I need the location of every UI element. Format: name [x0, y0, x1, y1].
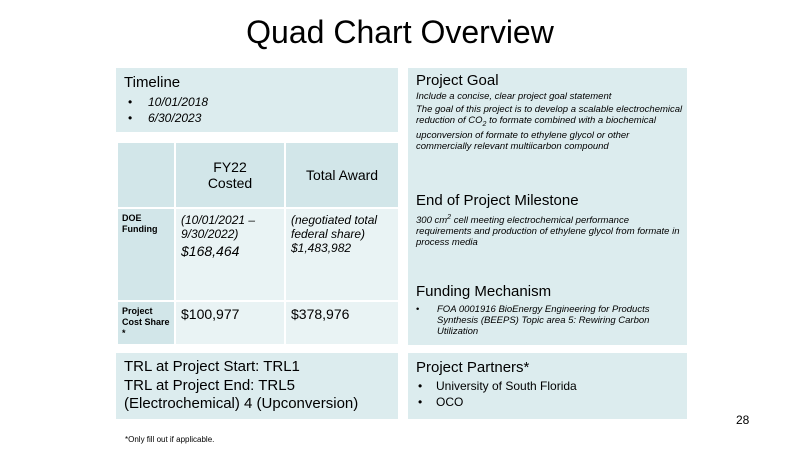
- footnote: *Only fill out if applicable.: [125, 435, 215, 444]
- partners-panel: [408, 353, 687, 419]
- funding-mechanism-item: • FOA 0001916 BioEnergy Engineering for Products Synthesis (BEEPS) Topic area 5: Rewiring Carbon Utilization: [410, 304, 680, 337]
- doe-fy22-amount: $168,464: [181, 243, 240, 259]
- cost-share-fy22: $100,977: [175, 301, 285, 345]
- cost-share-total: $378,976: [285, 301, 399, 345]
- timeline-end-date: • 6/30/2023: [122, 110, 208, 126]
- doe-total-cell: [285, 208, 399, 301]
- slide-title: Quad Chart Overview: [246, 14, 554, 50]
- doe-fy22-cell: [175, 208, 285, 301]
- col-header-total-award: Total Award: [285, 142, 399, 208]
- milestone-heading: End of Project Milestone: [416, 192, 579, 209]
- page-number: 28: [736, 413, 750, 427]
- trl-panel: [116, 353, 398, 419]
- timeline-list: [122, 94, 208, 126]
- project-goal-instruction: Include a concise, clear project goal statement: [416, 91, 612, 102]
- doe-total-amount: $1,483,982: [291, 241, 352, 255]
- trl-end: TRL at Project End: TRL5 (Electrochemical) 4 (Upconversion): [124, 377, 359, 412]
- doe-fy22-period: (10/01/2021 – 9/30/2022): [181, 213, 256, 241]
- table-header-row: [117, 142, 399, 208]
- partner-item: • OCO: [412, 394, 577, 410]
- timeline-panel: [116, 68, 398, 132]
- table-corner-cell: [117, 142, 175, 208]
- row-label-cost-share: Project Cost Share *: [117, 301, 175, 345]
- trl-start: TRL at Project Start: TRL1: [124, 358, 300, 375]
- partners-heading: Project Partners*: [416, 359, 530, 376]
- project-goal-text: The goal of this project is to develop a scalable electrochemical reduction of $CO_2$ to formate combined with a biochemical upconversion of formate to ethylene glycol or other commercially relevant multiicarbon compound: [416, 104, 683, 152]
- doe-total-note: (negotiated total federal share): [291, 213, 378, 241]
- row-label-doe-funding: DOE Funding: [117, 208, 175, 301]
- table-row-cost-share: [117, 301, 399, 345]
- funding-mechanism-heading: Funding Mechanism: [416, 283, 552, 300]
- project-goal-heading: Project Goal: [416, 72, 499, 89]
- timeline-heading: Timeline: [124, 74, 181, 91]
- milestone-text: 300 $cm^2$ cell meeting electrochemical performance requirements and production of ethylene glycol from formate in process media: [416, 214, 680, 249]
- table-row-doe: [117, 208, 399, 301]
- funding-mechanism-list: [410, 304, 680, 337]
- col-header-fy22: FY22 Costed: [175, 142, 285, 208]
- partners-list: [412, 378, 577, 410]
- funding-table: [116, 141, 400, 346]
- partner-item: • University of South Florida: [412, 378, 577, 394]
- goal-panel: [408, 68, 687, 345]
- timeline-start-date: • 10/01/2018: [122, 94, 208, 110]
